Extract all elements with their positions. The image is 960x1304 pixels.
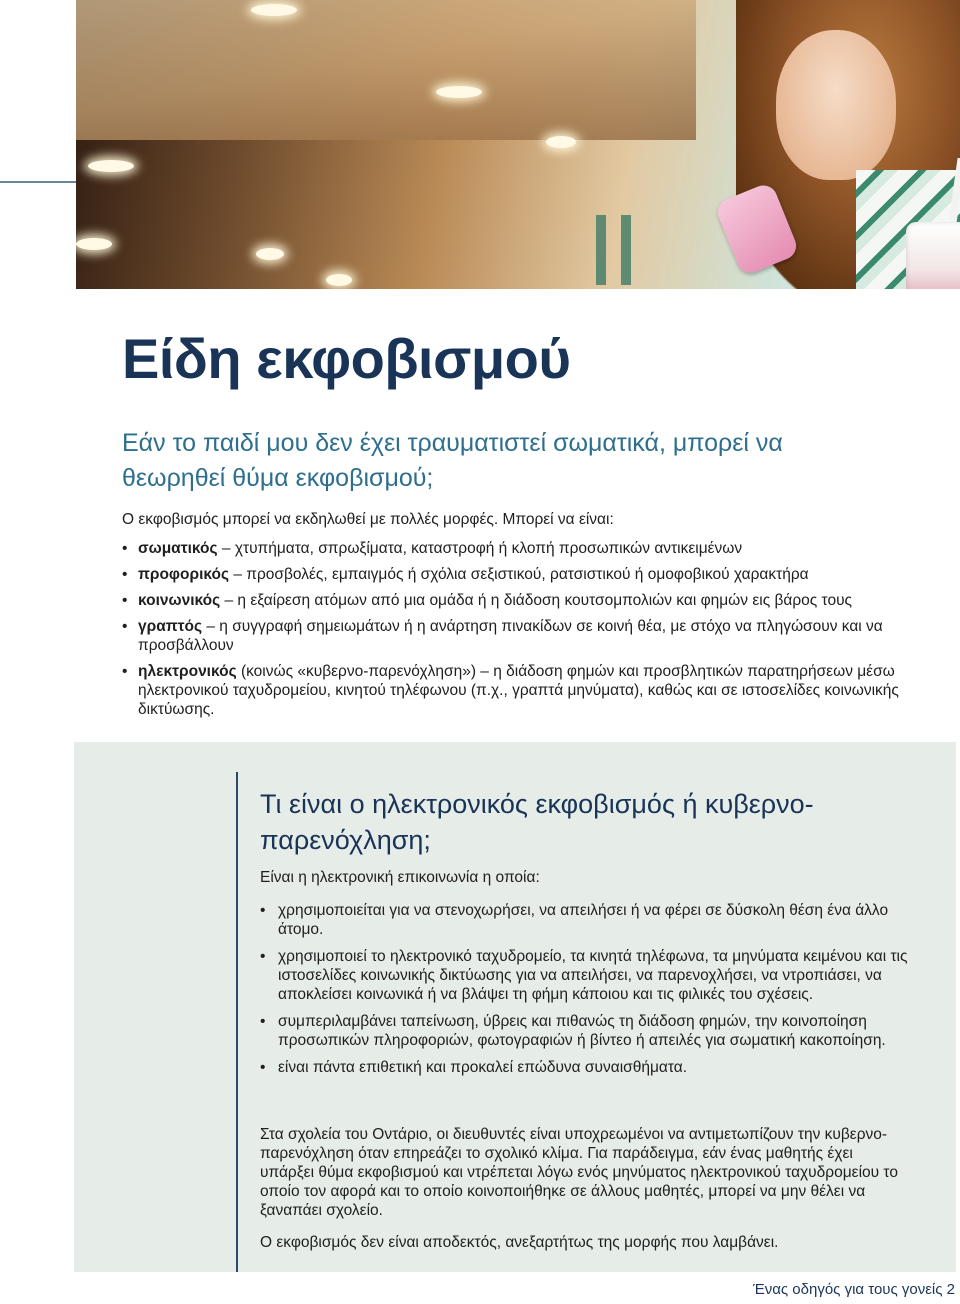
ceiling-light [256,248,284,260]
cyberbullying-heading: Τι είναι ο ηλεκτρονικός εκφοβισμός ή κυβερνο-παρενόχληση; [260,789,814,855]
ceiling-light [546,136,576,148]
form-description: – η εξαίρεση ατόμων από μια ομάδα ή η διάδοση κουτσομπολιών και φημών εις βάρος τους [220,592,853,609]
list-item [122,539,912,558]
page-subtitle: Εάν το παιδί μου δεν έχει τραυματιστεί σωματικά, μπορεί να θεωρηθεί θύμα εκφοβισμού; [122,429,783,492]
list-item [122,617,912,655]
ceiling-light [436,86,482,98]
list-item: • συμπεριλαμβάνει ταπείνωση, ύβρεις και πιθανώς τη διάδοση φημών, την κοινοποίηση προσωπικών πληροφοριών, φωτογραφιών ή βίντεο ή απειλές για σωματική κακοποίηση. [260,1012,910,1050]
form-description: – χτυπήματα, σπρωξίματα, καταστροφή ή κλοπή προσωπικών αντικειμένων [217,540,743,557]
page-footer: Ένας οδηγός για τους γονείς 2 [752,1281,955,1298]
wall-stripe [621,215,631,285]
ontario-paragraph: Στα σχολεία του Οντάριο, οι διευθυντές είναι υποχρεωμένοι να αντιμετωπίζουν την κυβερνο-παρενόχληση όταν επηρεάζει το σχολικό κλίμα. Για παράδειγμα, εάν ένας μαθητής έχει υπάρξει θύμα εκφοβισμού και ντρέπεται λόγω ενός μηνύματος ηλεκτρονικού ταχυδρομείου το οποίο τον αφορά και το οποίο κοινοποιήθηκε σε άλλους μαθητές, μπορεί να μην θέλει να ξαναπάει σχολείο. [260,1126,898,1219]
closing-statement: Ο εκφοβισμός δεν είναι αποδεκτός, ανεξαρτήτως της μορφής που λαμβάνει. [260,1234,779,1251]
wall-stripe [596,215,606,285]
ceiling-light [251,4,297,16]
form-term: προφορικός [138,566,230,583]
hero-photo [76,0,960,289]
list-item: • χρησιμοποιείται για να στενοχωρήσει, να απειλήσει ή να φέρει σε δύσκολη θέση ένα άλλο άτομο. [260,901,910,939]
cup-shape [906,222,960,289]
panel-rule [236,772,238,1272]
form-description: – προσβολές, εμπαιγμός ή σχόλια σεξιστικού, ρατσιστικού ή ομοφοβικού χαρακτήρα [229,566,809,583]
face-shape [776,30,896,180]
list-item: • χρησιμοποιεί το ηλεκτρονικό ταχυδρομείο, τα κινητά τηλέφωνα, τα μηνύματα κειμένου και τις ιστοσελίδες κοινωνικής δικτύωσης για να απειλήσει, να παρενοχλήσει, να ντροπιάσει, να αποκλείσει κοινωνικά ή να βλάψει τη φήμη κάποιου και τις φιλικές του σχέσεις. [260,947,910,1004]
ceiling-light [326,274,352,286]
form-term: γραπτός [138,618,203,635]
form-term: σωματικός [138,540,218,557]
list-item [122,662,912,719]
form-description: – η συγγραφή σημειωμάτων ή η ανάρτηση πινακίδων σε κοινή θέα, με στόχο να πληγώσουν και να προσβάλλουν [138,618,883,654]
list-item [122,565,912,584]
bullying-forms-list [122,539,912,726]
list-item [122,591,912,610]
ceiling-light [76,238,112,250]
form-description: (κοινώς «κυβερνο-παρενόχληση») – η διάδοση φημών και προσβλητικών παρατηρήσεων μέσω ηλεκτρονικού ταχυδρομείου, κινητού τηλέφωνου (π.χ., γραπτά μηνύματα), καθώς και σε ιστοσελίδες κοινωνικής δικτύωσης. [138,663,899,718]
page-title: Είδη εκφοβισμού [122,327,571,390]
cyberbullying-list [260,901,910,1085]
ceiling-shape [76,0,696,140]
ceiling-light [88,160,134,172]
cyberbullying-lead: Είναι η ηλεκτρονική επικοινωνία η οποία: [260,869,540,886]
intro-text: Ο εκφοβισμός μπορεί να εκδηλωθεί με πολλές μορφές. Μπορεί να είναι: [122,511,614,528]
form-term: κοινωνικός [138,592,221,609]
list-item: • είναι πάντα επιθετική και προκαλεί επώδυνα συναισθήματα. [260,1058,910,1077]
form-term: ηλεκτρονικός [138,663,237,680]
